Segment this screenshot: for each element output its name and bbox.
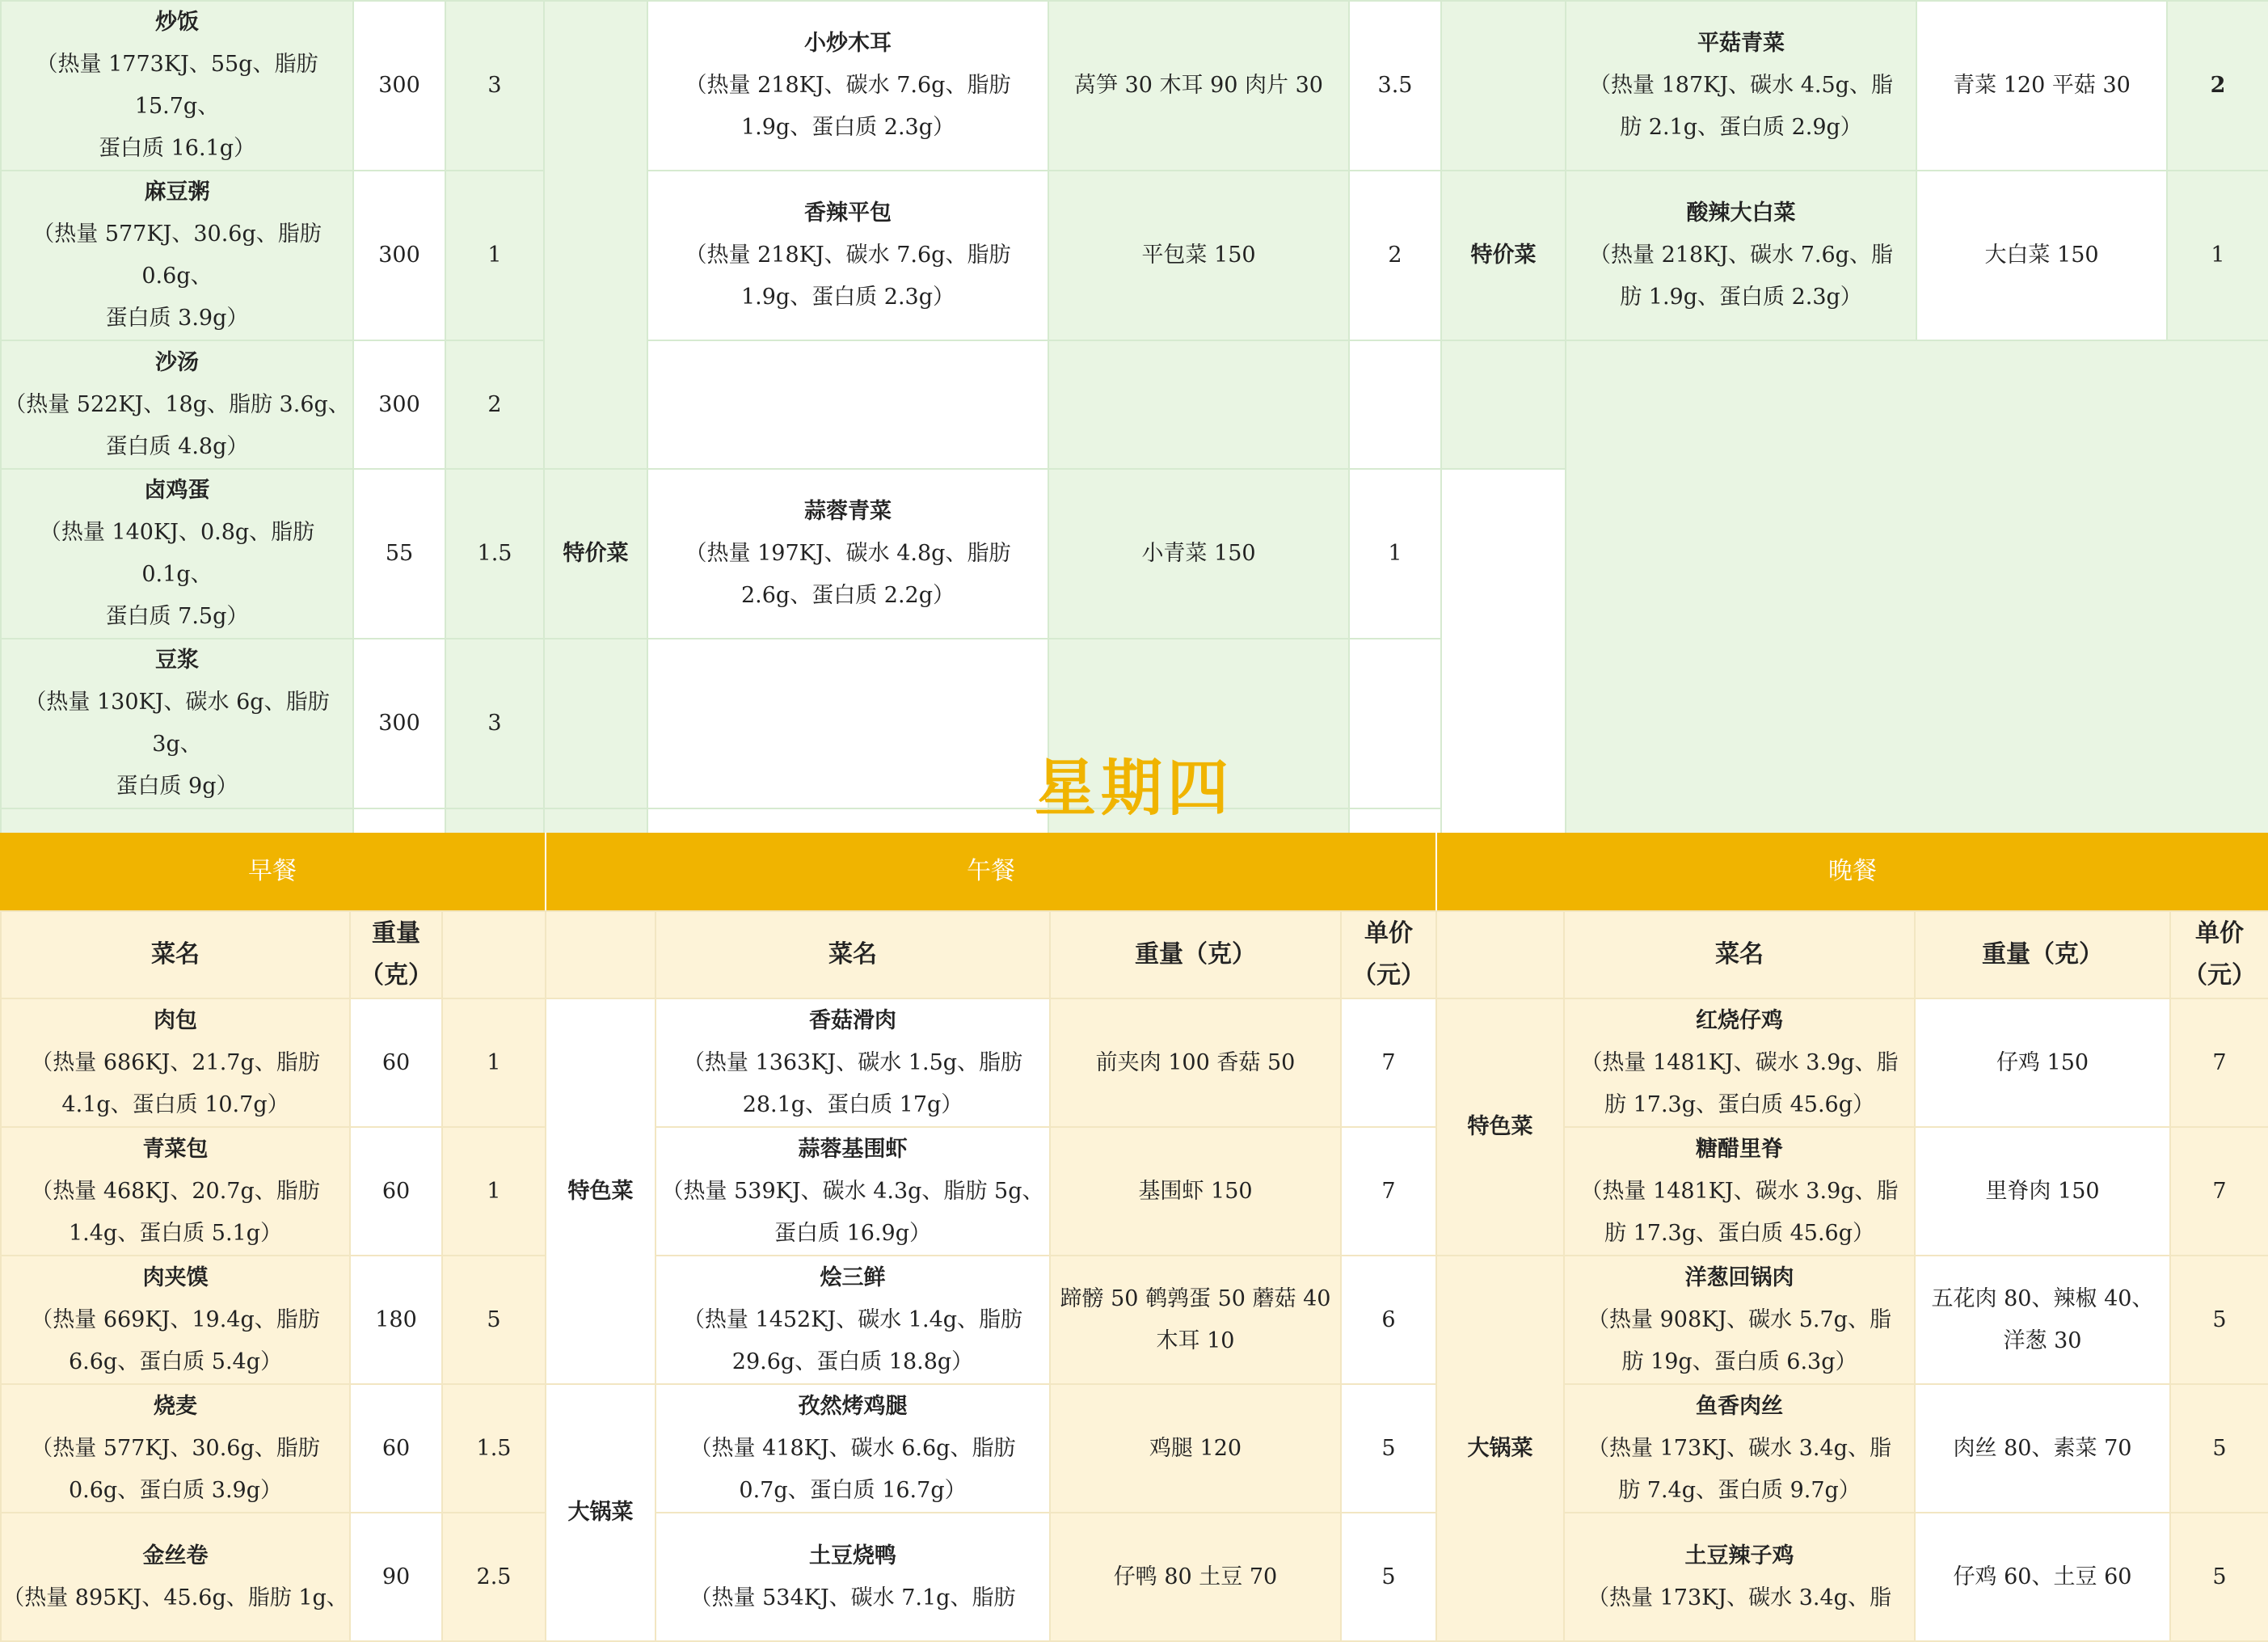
dinner-item: 糖醋里脊 （热量 1481KJ、碳水 3.9g、脂 肪 17.3g、蛋白质 45.6g） <box>1564 1127 1915 1256</box>
breakfast-weight: 300 <box>353 639 445 808</box>
dinner-weight: 大白菜 150 <box>1916 171 2167 340</box>
col-dinner-price: 单价 （元） <box>2170 911 2268 998</box>
lunch-price: 5 <box>1341 1384 1436 1513</box>
lunch-item: 蒜蓉基围虾 （热量 539KJ、碳水 4.3g、脂肪 5g、 蛋白质 16.9g） <box>656 1127 1050 1256</box>
breakfast-price: 3 <box>445 1 544 171</box>
dinner-price: 5 <box>2170 1384 2268 1513</box>
thursday-table <box>0 910 2268 1642</box>
lunch-price: 2 <box>1349 171 1441 340</box>
lunch-weight: 小青菜 150 <box>1048 469 1349 639</box>
dinner-weight: 仔鸡 60、土豆 60 <box>1915 1513 2170 1641</box>
breakfast-weight: 180 <box>350 1256 442 1384</box>
breakfast-weight: 60 <box>350 1384 442 1513</box>
breakfast-item: 麻豆粥 （热量 577KJ、30.6g、脂肪 0.6g、 蛋白质 3.9g） <box>1 171 353 340</box>
lunch-price: 6 <box>1341 1256 1436 1384</box>
lunch-price: 1 <box>1349 469 1441 639</box>
breakfast-item: 金丝卷 （热量 895KJ、45.6g、脂肪 1g、 <box>1 1513 350 1641</box>
col-price <box>442 911 546 998</box>
col-lunch-name: 菜名 <box>656 911 1050 998</box>
lunch-weight: 蹄髈 50 鹌鹑蛋 50 蘑菇 40 木耳 10 <box>1050 1256 1341 1384</box>
lunch-item: 小炒木耳 （热量 218KJ、碳水 7.6g、脂肪 1.9g、蛋白质 2.3g） <box>647 1 1048 171</box>
col-lunch-category <box>546 911 656 998</box>
dinner-weight: 里脊肉 150 <box>1915 1127 2170 1256</box>
dinner-price: 5 <box>2170 1513 2268 1641</box>
lunch-item <box>647 340 1048 469</box>
dinner-category <box>1441 1 1566 171</box>
breakfast-weight: 300 <box>353 340 445 469</box>
breakfast-item: 卤鸡蛋 （热量 140KJ、0.8g、脂肪 0.1g、 蛋白质 7.5g） <box>1 469 353 639</box>
dinner-header: 晚餐 <box>1828 857 1877 885</box>
breakfast-price: 5 <box>442 1256 546 1384</box>
meal-header-bar <box>0 833 2268 910</box>
lunch-price: 3.5 <box>1349 1 1441 171</box>
breakfast-item: 烧麦 （热量 577KJ、30.6g、脂肪 0.6g、蛋白质 3.9g） <box>1 1384 350 1513</box>
breakfast-item: 肉夹馍 （热量 669KJ、19.4g、脂肪 6.6g、蛋白质 5.4g） <box>1 1256 350 1384</box>
lunch-category: 特价菜 <box>544 469 647 639</box>
lunch-weight: 基围虾 150 <box>1050 1127 1341 1256</box>
lunch-item: 土豆烧鸭 （热量 534KJ、碳水 7.1g、脂肪 <box>656 1513 1050 1641</box>
breakfast-price: 1.5 <box>445 469 544 639</box>
lunch-header: 午餐 <box>546 833 1437 910</box>
lunch-category: 大锅菜 <box>546 1384 656 1641</box>
col-lunch-price: 单价 （元） <box>1341 911 1436 998</box>
breakfast-item: 豆浆 （热量 130KJ、碳水 6g、脂肪 3g、 蛋白质 9g） <box>1 639 353 808</box>
lunch-price: 7 <box>1341 1127 1436 1256</box>
day-title: 星期四 <box>1035 752 1233 824</box>
lunch-item: 香菇滑肉 （热量 1363KJ、碳水 1.5g、脂肪 28.1g、蛋白质 17g） <box>656 998 1050 1127</box>
col-weight: 重量 （克） <box>350 911 442 998</box>
dinner-category <box>1441 340 1566 469</box>
dinner-weight: 五花肉 80、辣椒 40、 洋葱 30 <box>1915 1256 2170 1384</box>
lunch-weight: 鸡腿 120 <box>1050 1384 1341 1513</box>
lunch-item: 烩三鲜 （热量 1452KJ、碳水 1.4g、脂肪 29.6g、蛋白质 18.8g） <box>656 1256 1050 1384</box>
breakfast-price: 1 <box>442 1127 546 1256</box>
breakfast-price: 2 <box>445 340 544 469</box>
breakfast-weight: 90 <box>350 1513 442 1641</box>
lunch-weight: 莴笋 30 木耳 90 肉片 30 <box>1048 1 1349 171</box>
lunch-price: 7 <box>1341 998 1436 1127</box>
col-dinner-category <box>1436 911 1564 998</box>
breakfast-price: 3 <box>445 639 544 808</box>
dinner-category: 特色菜 <box>1436 998 1564 1256</box>
dinner-price: 2 <box>2167 1 2268 171</box>
dinner-category: 大锅菜 <box>1436 1256 1564 1641</box>
dinner-item: 酸辣大白菜 （热量 218KJ、碳水 7.6g、脂 肪 1.9g、蛋白质 2.3g） <box>1566 171 1916 340</box>
breakfast-price: 2.5 <box>442 1513 546 1641</box>
col-lunch-weight: 重量（克） <box>1050 911 1341 998</box>
dinner-price: 7 <box>2170 998 2268 1127</box>
col-dinner-name: 菜名 <box>1564 911 1915 998</box>
lunch-price: 5 <box>1341 1513 1436 1641</box>
dinner-weight: 仔鸡 150 <box>1915 998 2170 1127</box>
lunch-category <box>544 1 647 469</box>
dinner-item: 土豆辣子鸡 （热量 173KJ、碳水 3.4g、脂 <box>1564 1513 1915 1641</box>
breakfast-item: 青菜包 （热量 468KJ、20.7g、脂肪 1.4g、蛋白质 5.1g） <box>1 1127 350 1256</box>
breakfast-weight: 60 <box>350 1127 442 1256</box>
lunch-item: 孜然烤鸡腿 （热量 418KJ、碳水 6.6g、脂肪 0.7g、蛋白质 16.7g） <box>656 1384 1050 1513</box>
lunch-item: 香辣平包 （热量 218KJ、碳水 7.6g、脂肪 1.9g、蛋白质 2.3g） <box>647 171 1048 340</box>
breakfast-weight: 60 <box>350 998 442 1127</box>
breakfast-weight: 55 <box>353 469 445 639</box>
breakfast-item: 肉包 （热量 686KJ、21.7g、脂肪 4.1g、蛋白质 10.7g） <box>1 998 350 1127</box>
lunch-weight: 平包菜 150 <box>1048 171 1349 340</box>
lunch-category: 特色菜 <box>546 998 656 1384</box>
lunch-weight <box>1048 340 1349 469</box>
breakfast-weight: 300 <box>353 1 445 171</box>
dinner-item: 平菇青菜 （热量 187KJ、碳水 4.5g、脂 肪 2.1g、蛋白质 2.9g） <box>1566 1 1916 171</box>
dinner-price: 7 <box>2170 1127 2268 1256</box>
dinner-item: 红烧仔鸡 （热量 1481KJ、碳水 3.9g、脂 肪 17.3g、蛋白质 45.6g） <box>1564 998 1915 1127</box>
lunch-weight: 仔鸭 80 土豆 70 <box>1050 1513 1341 1641</box>
breakfast-item: 沙汤 （热量 522KJ、18g、脂肪 3.6g、 蛋白质 4.8g） <box>1 340 353 469</box>
dinner-category: 特价菜 <box>1441 171 1566 340</box>
dinner-item: 洋葱回锅肉 （热量 908KJ、碳水 5.7g、脂 肪 19g、蛋白质 6.3g） <box>1564 1256 1915 1384</box>
breakfast-header: 早餐 <box>0 833 546 910</box>
dinner-item: 鱼香肉丝 （热量 173KJ、碳水 3.4g、脂 肪 7.4g、蛋白质 9.7g） <box>1564 1384 1915 1513</box>
breakfast-price: 1.5 <box>442 1384 546 1513</box>
breakfast-price: 1 <box>442 998 546 1127</box>
breakfast-price: 1 <box>445 171 544 340</box>
dinner-weight: 肉丝 80、素菜 70 <box>1915 1384 2170 1513</box>
breakfast-weight: 300 <box>353 171 445 340</box>
breakfast-item: 炒饭 （热量 1773KJ、55g、脂肪 15.7g、 蛋白质 16.1g） <box>1 1 353 171</box>
col-dinner-weight: 重量（克） <box>1915 911 2170 998</box>
lunch-price <box>1349 340 1441 469</box>
lunch-item: 蒜蓉青菜 （热量 197KJ、碳水 4.8g、脂肪 2.6g、蛋白质 2.2g） <box>647 469 1048 639</box>
lunch-weight: 前夹肉 100 香菇 50 <box>1050 998 1341 1127</box>
dinner-weight: 青菜 120 平菇 30 <box>1916 1 2167 171</box>
dinner-price: 1 <box>2167 171 2268 340</box>
col-dish-name: 菜名 <box>1 911 350 998</box>
dinner-price: 5 <box>2170 1256 2268 1384</box>
